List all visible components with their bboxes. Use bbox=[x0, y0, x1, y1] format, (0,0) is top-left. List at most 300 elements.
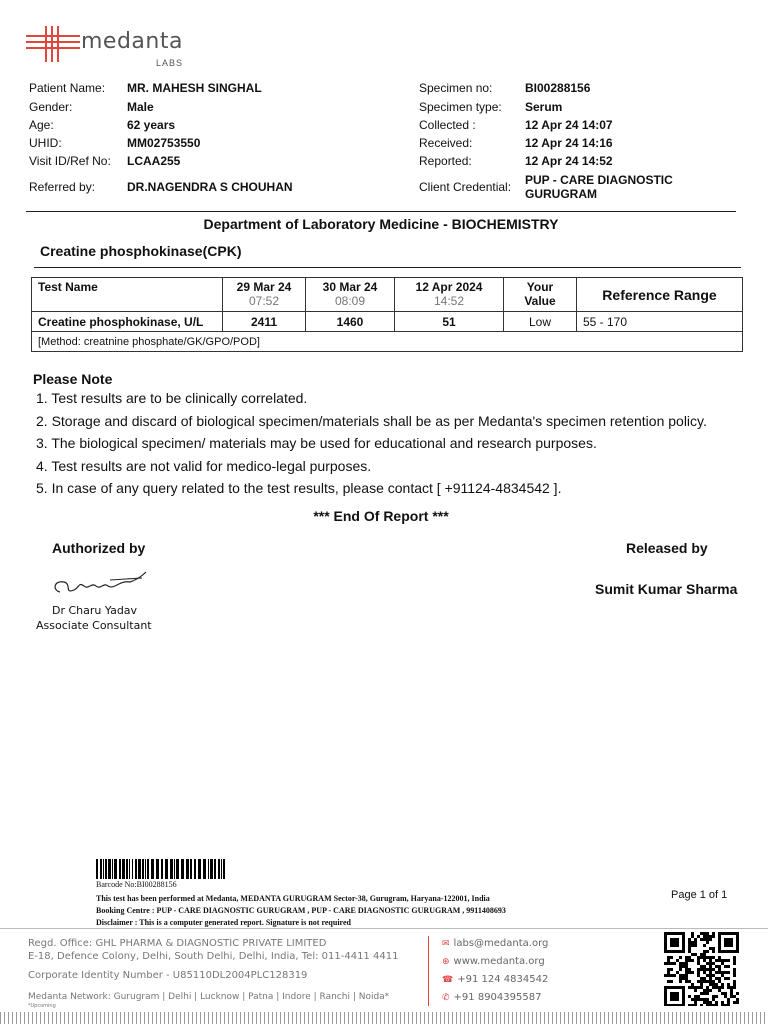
border-tick bbox=[356, 1012, 357, 1024]
qr-module bbox=[691, 998, 694, 1001]
barcode-bar bbox=[142, 859, 144, 879]
qr-module bbox=[691, 983, 694, 986]
specimen-type-label: Specimen type: bbox=[419, 100, 502, 114]
qr-module bbox=[706, 938, 709, 941]
border-tick bbox=[452, 1012, 453, 1024]
qr-module bbox=[706, 989, 709, 992]
qr-module bbox=[679, 956, 682, 959]
qr-module bbox=[709, 989, 712, 992]
qr-module bbox=[691, 971, 694, 974]
border-tick bbox=[428, 1012, 429, 1024]
qr-module bbox=[712, 986, 715, 989]
col-your-value bbox=[504, 278, 577, 312]
border-tick bbox=[660, 1012, 661, 1024]
qr-module bbox=[685, 974, 688, 977]
border-tick bbox=[448, 1012, 449, 1024]
qr-module bbox=[721, 971, 724, 974]
border-tick bbox=[68, 1012, 69, 1024]
qr-module bbox=[706, 968, 709, 971]
qr-module bbox=[724, 965, 727, 968]
border-tick bbox=[752, 1012, 753, 1024]
qr-module bbox=[697, 980, 700, 983]
qr-module bbox=[685, 965, 688, 968]
qr-module bbox=[694, 953, 697, 956]
border-tick bbox=[328, 1012, 329, 1024]
qr-module bbox=[706, 980, 709, 983]
border-tick bbox=[636, 1012, 637, 1024]
border-tick bbox=[188, 1012, 189, 1024]
visit-label: Visit ID/Ref No: bbox=[29, 154, 111, 168]
border-tick bbox=[224, 1012, 225, 1024]
qr-module bbox=[709, 974, 712, 977]
border-tick bbox=[552, 1012, 553, 1024]
qr-module bbox=[694, 941, 697, 944]
mobile-phone-icon: ✆ bbox=[442, 993, 450, 1003]
row-test-name: Creatine phosphokinase, U/L bbox=[32, 312, 223, 332]
border-tick bbox=[688, 1012, 689, 1024]
qr-module bbox=[688, 968, 691, 971]
qr-module bbox=[712, 1004, 715, 1006]
border-tick bbox=[292, 1012, 293, 1024]
border-tick bbox=[716, 1012, 717, 1024]
qr-module bbox=[721, 1004, 724, 1006]
border-tick bbox=[648, 1012, 649, 1024]
referred-label: Referred by: bbox=[29, 180, 96, 194]
border-tick bbox=[360, 1012, 361, 1024]
border-tick bbox=[236, 1012, 237, 1024]
border-tick bbox=[304, 1012, 305, 1024]
border-tick bbox=[72, 1012, 73, 1024]
qr-module bbox=[703, 992, 706, 995]
footer-network: Medanta Network: Gurugram | Delhi | Lucknow | Patna | Indore | Ranchi | Noida* bbox=[28, 992, 390, 1002]
age-value: 62 years bbox=[127, 118, 176, 132]
qr-module bbox=[670, 968, 673, 971]
barcode-bar bbox=[174, 859, 175, 879]
border-tick bbox=[620, 1012, 621, 1024]
border-tick bbox=[516, 1012, 517, 1024]
qr-module bbox=[703, 1001, 706, 1004]
border-tick bbox=[732, 1012, 733, 1024]
qr-module bbox=[712, 980, 715, 983]
qr-module bbox=[679, 980, 682, 983]
barcode-bar bbox=[103, 859, 104, 879]
border-tick bbox=[480, 1012, 481, 1024]
barcode-bar bbox=[221, 859, 222, 879]
border-tick bbox=[460, 1012, 461, 1024]
bottom-border-strip bbox=[0, 1012, 768, 1024]
qr-module bbox=[727, 959, 730, 962]
qr-module bbox=[709, 965, 712, 968]
barcode-bar bbox=[203, 859, 206, 879]
qr-module bbox=[712, 974, 715, 977]
col-date-2-time: 08:09 bbox=[334, 294, 366, 308]
qr-module bbox=[715, 965, 718, 968]
signatory-name: Dr Charu Yadav bbox=[52, 604, 138, 617]
qr-module bbox=[697, 935, 700, 938]
border-tick bbox=[80, 1012, 81, 1024]
qr-module bbox=[724, 959, 727, 962]
border-tick bbox=[12, 1012, 13, 1024]
qr-module bbox=[721, 974, 724, 977]
col-date-2-date: 30 Mar 24 bbox=[322, 280, 378, 294]
border-tick bbox=[120, 1012, 121, 1024]
qr-module bbox=[733, 986, 736, 989]
qr-module bbox=[727, 1004, 730, 1006]
test-title: Creatine phosphokinase(CPK) bbox=[40, 243, 242, 259]
border-tick bbox=[96, 1012, 97, 1024]
qr-module bbox=[691, 932, 694, 935]
border-tick bbox=[4, 1012, 5, 1024]
border-tick bbox=[756, 1012, 757, 1024]
barcode-bar bbox=[194, 859, 196, 879]
qr-module bbox=[718, 956, 721, 959]
qr-module bbox=[712, 950, 715, 953]
qr-module bbox=[733, 995, 736, 998]
barcode-bar bbox=[108, 859, 111, 879]
border-tick bbox=[544, 1012, 545, 1024]
age-label: Age: bbox=[29, 118, 54, 132]
qr-module bbox=[697, 995, 700, 998]
qr-module bbox=[703, 950, 706, 953]
border-tick bbox=[136, 1012, 137, 1024]
uhid-label: UHID: bbox=[29, 136, 62, 150]
qr-module bbox=[667, 962, 670, 965]
border-tick bbox=[32, 1012, 33, 1024]
border-tick bbox=[372, 1012, 373, 1024]
barcode-bar bbox=[105, 859, 107, 879]
booking-centre-text: Booking Centre : PUP - CARE DIAGNOSTIC GURUGRAM , PUP - CARE DIAGNOSTIC GURUGRAM , 9911408693 bbox=[96, 906, 506, 915]
border-tick bbox=[332, 1012, 333, 1024]
footer-email-text: labs@medanta.org bbox=[453, 938, 549, 949]
border-tick bbox=[272, 1012, 273, 1024]
released-name: Sumit Kumar Sharma bbox=[595, 581, 738, 597]
border-tick bbox=[492, 1012, 493, 1024]
border-tick bbox=[396, 1012, 397, 1024]
qr-module bbox=[694, 995, 697, 998]
border-tick bbox=[640, 1012, 641, 1024]
qr-module bbox=[679, 965, 682, 968]
qr-module bbox=[679, 962, 682, 965]
qr-finder bbox=[670, 938, 679, 947]
qr-module bbox=[709, 1004, 712, 1006]
barcode-bar bbox=[208, 859, 209, 879]
qr-module bbox=[697, 971, 700, 974]
qr-module bbox=[700, 938, 703, 941]
border-tick bbox=[140, 1012, 141, 1024]
border-tick bbox=[408, 1012, 409, 1024]
border-tick bbox=[316, 1012, 317, 1024]
performed-at-text: This test has been performed at Medanta, MEDANTA GURUGRAM Sector-38, Gurugram, Haryana-122001, India bbox=[96, 894, 490, 903]
border-tick bbox=[404, 1012, 405, 1024]
medanta-cross-icon bbox=[26, 24, 80, 64]
border-tick bbox=[112, 1012, 113, 1024]
qr-module bbox=[706, 986, 709, 989]
barcode-bar bbox=[210, 859, 213, 879]
gender-label: Gender: bbox=[29, 100, 73, 114]
header-divider bbox=[26, 211, 736, 212]
border-tick bbox=[588, 1012, 589, 1024]
qr-module bbox=[667, 974, 670, 977]
border-tick bbox=[232, 1012, 233, 1024]
qr-module bbox=[700, 992, 703, 995]
client-credential-line1: PUP - CARE DIAGNOSTIC bbox=[525, 173, 673, 187]
footer-phone-1-text: +91 124 4834542 bbox=[457, 974, 549, 985]
qr-module bbox=[712, 935, 715, 938]
border-tick bbox=[36, 1012, 37, 1024]
footer-upcoming: *Upcoming bbox=[28, 1003, 56, 1009]
border-tick bbox=[708, 1012, 709, 1024]
barcode-bar bbox=[214, 859, 216, 879]
border-tick bbox=[712, 1012, 713, 1024]
qr-module bbox=[682, 977, 685, 980]
barcode-text: Barcode No:BI00288156 bbox=[96, 880, 177, 889]
barcode-bar bbox=[132, 859, 133, 879]
qr-module bbox=[706, 962, 709, 965]
qr-module bbox=[718, 977, 721, 980]
border-tick bbox=[208, 1012, 209, 1024]
border-tick bbox=[116, 1012, 117, 1024]
qr-module bbox=[709, 983, 712, 986]
qr-module bbox=[733, 971, 736, 974]
border-tick bbox=[368, 1012, 369, 1024]
border-tick bbox=[580, 1012, 581, 1024]
qr-module bbox=[712, 956, 715, 959]
qr-module bbox=[688, 941, 691, 944]
border-tick bbox=[596, 1012, 597, 1024]
qr-module bbox=[679, 977, 682, 980]
border-tick bbox=[532, 1012, 533, 1024]
border-tick bbox=[700, 1012, 701, 1024]
qr-module bbox=[691, 953, 694, 956]
qr-module bbox=[709, 962, 712, 965]
border-tick bbox=[412, 1012, 413, 1024]
border-tick bbox=[376, 1012, 377, 1024]
qr-module bbox=[724, 977, 727, 980]
qr-module bbox=[703, 980, 706, 983]
medanta-logo bbox=[26, 24, 196, 70]
border-tick bbox=[536, 1012, 537, 1024]
qr-module bbox=[727, 998, 730, 1001]
border-tick bbox=[344, 1012, 345, 1024]
border-tick bbox=[56, 1012, 57, 1024]
qr-module bbox=[691, 1004, 694, 1006]
border-tick bbox=[600, 1012, 601, 1024]
qr-module bbox=[733, 974, 736, 977]
visit-value: LCAA255 bbox=[127, 154, 181, 168]
qr-module bbox=[712, 932, 715, 935]
qr-module bbox=[667, 956, 670, 959]
footer-divider bbox=[0, 928, 768, 929]
border-tick bbox=[260, 1012, 261, 1024]
qr-module bbox=[682, 962, 685, 965]
qr-module bbox=[688, 938, 691, 941]
border-tick bbox=[540, 1012, 541, 1024]
qr-module bbox=[706, 932, 709, 935]
qr-module bbox=[736, 998, 739, 1001]
footer-website[interactable] bbox=[442, 956, 545, 967]
border-tick bbox=[336, 1012, 337, 1024]
qr-module bbox=[715, 971, 718, 974]
qr-module bbox=[730, 989, 733, 992]
end-of-report: *** End Of Report *** bbox=[313, 508, 449, 524]
qr-module bbox=[715, 986, 718, 989]
qr-module bbox=[664, 974, 667, 977]
qr-module bbox=[685, 956, 688, 959]
note-item: 2. Storage and discard of biological specimen/materials shall be as per Medanta's specimen retention policy. bbox=[36, 413, 707, 429]
qr-module bbox=[703, 953, 706, 956]
col-date-3-time: 14:52 bbox=[433, 294, 465, 308]
qr-module bbox=[709, 968, 712, 971]
border-tick bbox=[420, 1012, 421, 1024]
qr-module bbox=[700, 953, 703, 956]
border-tick bbox=[672, 1012, 673, 1024]
qr-module bbox=[709, 971, 712, 974]
border-tick bbox=[244, 1012, 245, 1024]
table-header-row bbox=[32, 278, 743, 312]
client-credential-line2: GURUGRAM bbox=[525, 187, 597, 201]
border-tick bbox=[504, 1012, 505, 1024]
qr-module bbox=[703, 932, 706, 935]
qr-module bbox=[703, 959, 706, 962]
border-tick bbox=[228, 1012, 229, 1024]
barcode-bar bbox=[186, 859, 189, 879]
footer-address: E-18, Defence Colony, Delhi, South Delhi, Delhi, India, Tel: 011-4411 4411 bbox=[28, 951, 399, 962]
mail-icon: ✉ bbox=[442, 939, 450, 949]
border-tick bbox=[340, 1012, 341, 1024]
qr-module bbox=[730, 992, 733, 995]
qr-module bbox=[715, 1004, 718, 1006]
border-tick bbox=[324, 1012, 325, 1024]
qr-module bbox=[685, 977, 688, 980]
qr-module bbox=[670, 962, 673, 965]
qr-module bbox=[721, 962, 724, 965]
border-tick bbox=[168, 1012, 169, 1024]
border-tick bbox=[268, 1012, 269, 1024]
col-date-1 bbox=[223, 278, 306, 312]
col-date-3 bbox=[395, 278, 504, 312]
specimen-no: BI00288156 bbox=[525, 81, 591, 95]
collected-value: 12 Apr 24 14:07 bbox=[525, 118, 613, 132]
qr-module bbox=[721, 992, 724, 995]
qr-module bbox=[682, 965, 685, 968]
border-tick bbox=[124, 1012, 125, 1024]
referred-value: DR.NAGENDRA S CHOUHAN bbox=[127, 180, 293, 194]
qr-module bbox=[703, 935, 706, 938]
reported-label: Reported: bbox=[419, 154, 472, 168]
signatory-title: Associate Consultant bbox=[36, 619, 152, 632]
barcode-bar bbox=[151, 859, 154, 879]
border-tick bbox=[568, 1012, 569, 1024]
note-item: 5. In case of any query related to the test results, please contact [ +91124-4834542 ]. bbox=[36, 480, 562, 496]
qr-module bbox=[733, 959, 736, 962]
border-tick bbox=[176, 1012, 177, 1024]
qr-module bbox=[733, 956, 736, 959]
qr-code-image bbox=[664, 932, 742, 1006]
border-tick bbox=[276, 1012, 277, 1024]
border-tick bbox=[476, 1012, 477, 1024]
qr-module bbox=[727, 977, 730, 980]
qr-module bbox=[712, 968, 715, 971]
page-number: Page 1 of 1 bbox=[671, 889, 728, 901]
qr-module bbox=[712, 962, 715, 965]
qr-module bbox=[688, 995, 691, 998]
qr-module bbox=[685, 959, 688, 962]
note-item: 3. The biological specimen/ materials may be used for educational and research purposes. bbox=[36, 435, 597, 451]
border-tick bbox=[548, 1012, 549, 1024]
qr-module bbox=[667, 968, 670, 971]
border-tick bbox=[524, 1012, 525, 1024]
authorized-by-label: Authorized by bbox=[52, 540, 146, 556]
footer-phone-2[interactable] bbox=[442, 992, 541, 1003]
qr-module bbox=[706, 1001, 709, 1004]
border-tick bbox=[128, 1012, 129, 1024]
barcode-bar bbox=[129, 859, 130, 879]
qr-module bbox=[694, 989, 697, 992]
qr-module bbox=[706, 1004, 709, 1006]
border-tick bbox=[132, 1012, 133, 1024]
border-tick bbox=[40, 1012, 41, 1024]
signature-image bbox=[50, 568, 150, 602]
qr-module bbox=[703, 989, 706, 992]
border-tick bbox=[500, 1012, 501, 1024]
border-tick bbox=[724, 1012, 725, 1024]
border-tick bbox=[604, 1012, 605, 1024]
border-tick bbox=[52, 1012, 53, 1024]
border-tick bbox=[512, 1012, 513, 1024]
qr-module bbox=[733, 983, 736, 986]
barcode-bar bbox=[198, 859, 201, 879]
footer-email[interactable] bbox=[442, 938, 548, 949]
qr-module bbox=[691, 944, 694, 947]
barcode-bar bbox=[147, 859, 149, 879]
phone-icon: ☎ bbox=[442, 975, 454, 985]
border-tick bbox=[352, 1012, 353, 1024]
border-tick bbox=[444, 1012, 445, 1024]
qr-module bbox=[703, 971, 706, 974]
border-tick bbox=[380, 1012, 381, 1024]
qr-module bbox=[706, 998, 709, 1001]
col-reference-range: Reference Range bbox=[577, 278, 743, 312]
border-tick bbox=[696, 1012, 697, 1024]
border-tick bbox=[608, 1012, 609, 1024]
border-tick bbox=[456, 1012, 457, 1024]
qr-module bbox=[691, 935, 694, 938]
qr-module bbox=[706, 974, 709, 977]
border-tick bbox=[296, 1012, 297, 1024]
notes-title: Please Note bbox=[33, 371, 113, 387]
qr-finder bbox=[670, 992, 679, 1001]
border-tick bbox=[248, 1012, 249, 1024]
qr-module bbox=[694, 986, 697, 989]
border-tick bbox=[256, 1012, 257, 1024]
qr-module bbox=[715, 959, 718, 962]
border-tick bbox=[632, 1012, 633, 1024]
qr-module bbox=[727, 986, 730, 989]
footer-vertical-divider bbox=[428, 936, 429, 1006]
qr-module bbox=[712, 947, 715, 950]
border-tick bbox=[684, 1012, 685, 1024]
qr-module bbox=[688, 980, 691, 983]
border-tick bbox=[8, 1012, 9, 1024]
qr-module bbox=[709, 980, 712, 983]
footer-phone-1[interactable] bbox=[442, 974, 548, 985]
border-tick bbox=[436, 1012, 437, 1024]
barcode-bar bbox=[100, 859, 102, 879]
border-tick bbox=[156, 1012, 157, 1024]
qr-module bbox=[703, 938, 706, 941]
barcode-bar bbox=[165, 859, 168, 879]
border-tick bbox=[628, 1012, 629, 1024]
